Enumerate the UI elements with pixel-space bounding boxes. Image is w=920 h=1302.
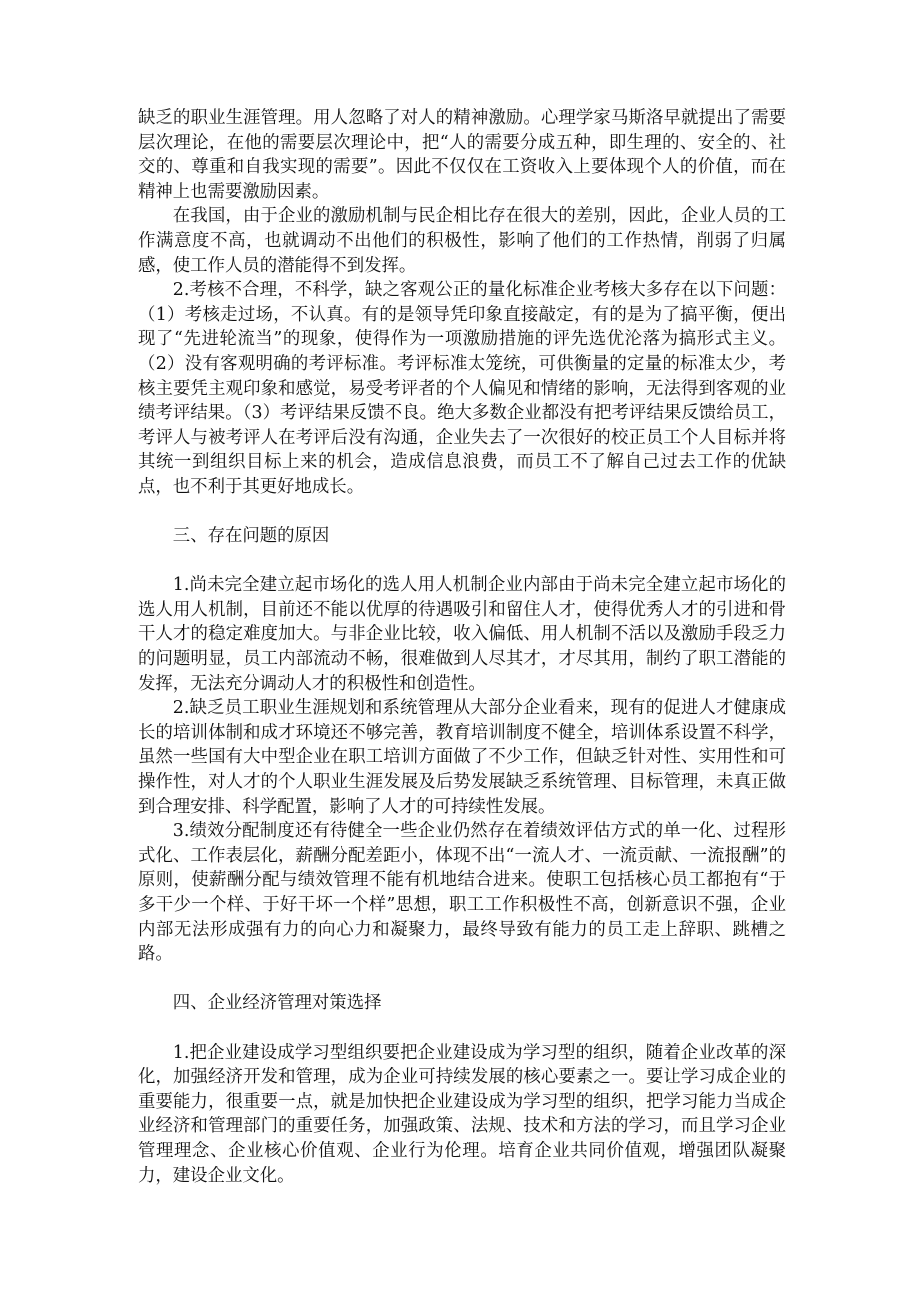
spacer <box>138 1016 786 1041</box>
spacer <box>138 500 786 525</box>
paragraph-4: 1.尚未完全建立起市场化的选人用人机制企业内部由于尚未完全建立起市场化的选人用人机制，目前还不能以优厚的待遇吸引和留住人才，使得优秀人才的引进和骨干人才的稳定难度加大。与非企业比较，收入偏低、用人机制不活以及激励手段乏力的问题明显，员工内部流动不畅，很难做到人尽其才，才尽其用，制约了职工潜能的发挥，无法充分调动人才的积极性和创造性。 <box>138 575 786 694</box>
section-heading-3: 三、存在问题的原因 <box>172 526 330 547</box>
spacer <box>138 967 786 992</box>
section-heading-4: 四、企业经济管理对策选择 <box>172 993 382 1014</box>
spacer <box>138 549 786 574</box>
paragraph-1: 缺乏的职业生涯管理。用人忽略了对人的精神激励。心理学家马斯洛早就提出了需要层次理论，在他的需要层次理论中，把“人的需要分成五种，即生理的、安全的、社交的、尊重和自我实现的需要”。因此不仅仅在工资收入上要体现个人的价值，而在精神上也需要激励因素。 <box>138 108 786 202</box>
paragraph-2: 在我国，由于企业的激励机制与民企相比存在很大的差别，因此，企业人员的工作满意度不高，也就调动不出他们的积极性，影响了他们的工作热情，削弱了归属感，使工作人员的潜能得不到发挥。 <box>138 206 786 276</box>
paragraph-7: 1.把企业建设成学习型组织要把企业建设成为学习型的组织，随着企业改革的深化，加强经济开发和管理，成为企业可持续发展的核心要素之一。要让学习成企业的重要能力，很重要一点，就是加快把企业建设成为学习型的组织，把学习能力当成企业经济和管理部门的重要任务，加强政策、法规、技术和方法的学习，而且学习企业管理理念、企业核心价值观、企业行为伦理。培育企业共同价值观，增强团队凝聚力，建设企业文化。 <box>138 1042 786 1186</box>
paragraph-5: 2.缺乏员工职业生涯规划和系统管理从大部分企业看来，现有的促进人才健康成长的培训体制和成才环境还不够完善，教育培训制度不健全，培训体系设置不科学，虽然一些国有大中型企业在职工培训方面做了不少工作，但缺乏针对性、实用性和可操作性，对人才的个人职业生涯发展及后势发展缺乏系统管理、目标管理，未真正做到合理安排、科学配置，影响了人才的可持续性发展。 <box>138 698 786 817</box>
paragraph-6: 3.绩效分配制度还有待健全一些企业仍然存在着绩效评估方式的单一化、过程形式化、工作表层化，薪酬分配差距小，体现不出“一流人才、一流贡献、一流报酬”的原则，使薪酬分配与绩效管理不能有机地结合进来。使职工包括核心员工都抱有“于多干少一个样、于好干坏一个样”思想，职工工作积极性不高，创新意识不强，企业内部无法形成强有力的向心力和凝聚力，最终导致有能力的员工走上辞职、跳槽之路。 <box>138 821 786 965</box>
document-page <box>138 106 786 1188</box>
paragraph-3: 2.考核不合理，不科学，缺之客观公正的量化标准企业考核大多存在以下问题：（1）考核走过场，不认真。有的是领导凭印象直接敲定，有的是为了搞平衡，便出现了“先进轮流当”的现象，使得作为一项激励措施的评先选优沦落为搞形式主义。（2）没有客观明确的考评标准。考评标准太笼统，可供衡量的定量的标准太少，考核主要凭主观印象和感觉，易受考评者的个人偏见和情绪的影响，无法得到客观的业绩考评结果。（3）考评结果反馈不良。绝大多数企业都没有把考评结果反馈给员工，考评人与被考评人在考评后没有沟通，企业失去了一次很好的校正员工个人目标并将其统一到组织目标上来的机会，造成信息浪费，而员工不了解自己过去工作的优缺点，也不利于其更好地成长。 <box>138 280 786 497</box>
